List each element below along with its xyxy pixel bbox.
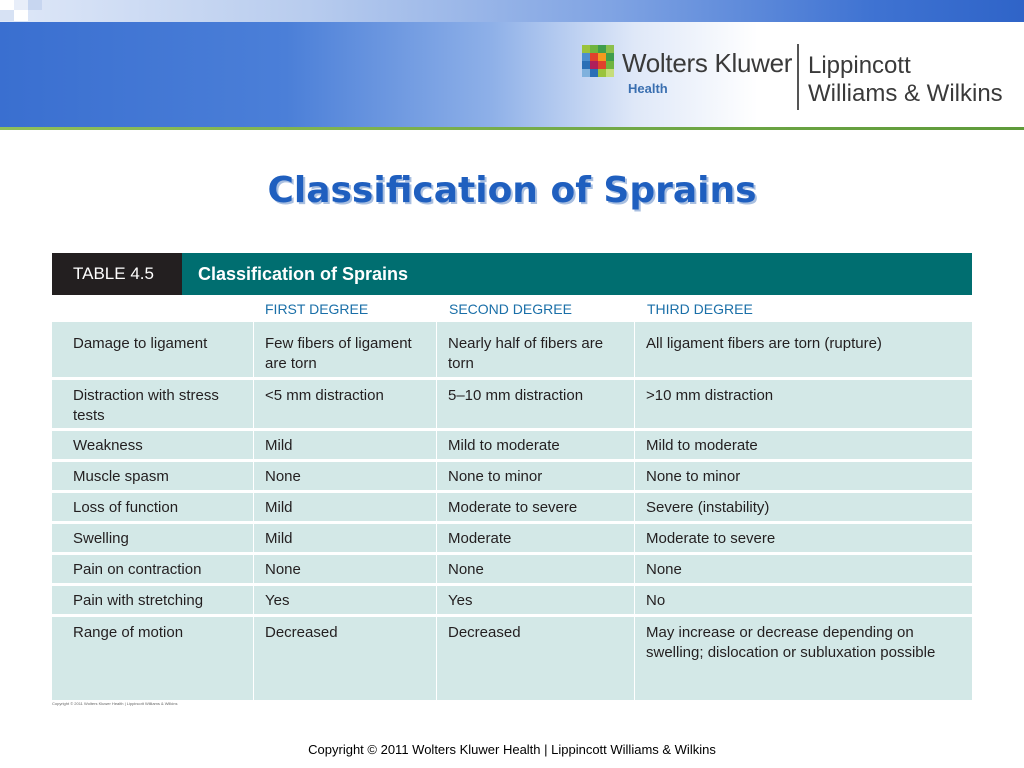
table-cell: Yes	[254, 586, 436, 614]
decorative-square	[0, 10, 14, 21]
table-cell: Mild	[254, 493, 436, 521]
logo-division-name: Health	[628, 81, 668, 96]
table-caption-bar	[52, 253, 972, 295]
column-header-second-degree: SECOND DEGREE	[449, 301, 572, 317]
table-cell: Decreased	[437, 617, 634, 700]
table-cell: None	[254, 462, 436, 490]
row-label-swelling: Swelling	[52, 524, 253, 552]
table-cell: May increase or decrease depending on swelling; dislocation or subluxation possible	[635, 617, 972, 700]
table-small-copyright: Copyright © 2011 Wolters Kluwer Health | Lippincott Williams & Wilkins	[52, 701, 178, 706]
classification-table	[52, 253, 972, 700]
row-label-weakness: Weakness	[52, 431, 253, 459]
slide-title: Classification of Sprains	[267, 170, 757, 211]
table-cell: None	[437, 555, 634, 583]
table-cell: Moderate to severe	[635, 524, 972, 552]
banner-top-strip	[0, 0, 1024, 22]
table-cell: Few fibers of ligament are torn	[254, 322, 436, 377]
table-cell: Yes	[437, 586, 634, 614]
table-cell: Mild	[254, 524, 436, 552]
table-cell: Mild	[254, 431, 436, 459]
row-label-loss-of-function: Loss of function	[52, 493, 253, 521]
table-cell: Moderate to severe	[437, 493, 634, 521]
logo-imprint-line2: Williams & Wilkins	[808, 80, 1003, 107]
column-header-third-degree: THIRD DEGREE	[647, 301, 753, 317]
table-cell: No	[635, 586, 972, 614]
table-cell: 5–10 mm distraction	[437, 380, 634, 428]
table-cell: Mild to moderate	[437, 431, 634, 459]
table-cell: >10 mm distraction	[635, 380, 972, 428]
banner-divider-line	[0, 127, 1024, 130]
table-body	[52, 322, 972, 700]
decorative-square	[14, 0, 28, 10]
table-number: TABLE 4.5	[52, 253, 182, 295]
table-cell: Mild to moderate	[635, 431, 972, 459]
table-cell: None	[635, 555, 972, 583]
table-cell: None to minor	[437, 462, 634, 490]
table-cell: Moderate	[437, 524, 634, 552]
decorative-square	[14, 10, 28, 21]
decorative-square	[0, 0, 14, 10]
footer-copyright: Copyright © 2011 Wolters Kluwer Health | Lippincott Williams & Wilkins	[308, 742, 716, 757]
row-label-muscle-spasm: Muscle spasm	[52, 462, 253, 490]
table-title: Classification of Sprains	[198, 264, 409, 284]
table-cell: <5 mm distraction	[254, 380, 436, 428]
decorative-square	[28, 0, 42, 10]
row-label-pain-on-contraction: Pain on contraction	[52, 555, 253, 583]
logo-divider	[797, 44, 799, 110]
table-cell: None to minor	[635, 462, 972, 490]
table-column-headers	[52, 295, 972, 322]
column-header-first-degree: FIRST DEGREE	[265, 301, 369, 317]
table-cell: None	[254, 555, 436, 583]
row-label-damage-to-ligament: Damage to ligament	[52, 322, 253, 377]
table-cell: Decreased	[254, 617, 436, 700]
logo-imprint-line1: Lippincott	[808, 52, 911, 79]
table-cell: Nearly half of fibers are torn	[437, 322, 634, 377]
table-cell: Severe (instability)	[635, 493, 972, 521]
row-label-range-of-motion: Range of motion	[52, 617, 253, 700]
row-label-distraction: Distraction with stress tests	[52, 380, 253, 428]
table-cell: All ligament fibers are torn (rupture)	[635, 322, 972, 377]
wolters-kluwer-globe-icon	[582, 45, 614, 77]
row-label-pain-with-stretching: Pain with stretching	[52, 586, 253, 614]
logo-company-name: Wolters Kluwer	[622, 48, 793, 78]
